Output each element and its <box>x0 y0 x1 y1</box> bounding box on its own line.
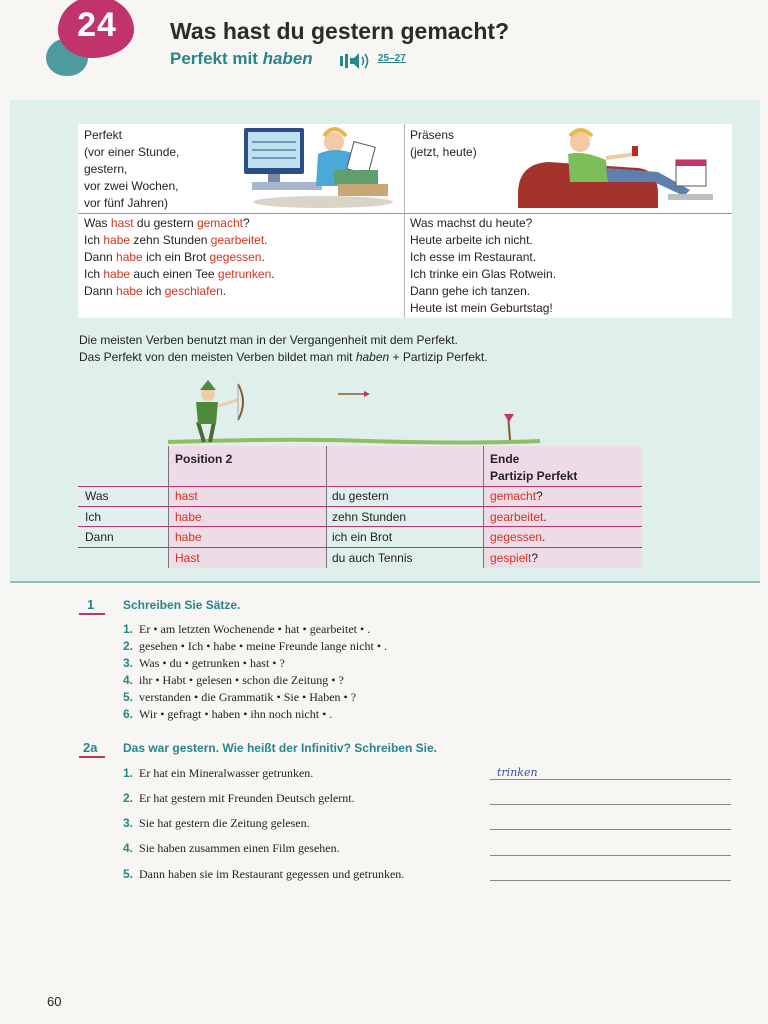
rule-emphasis: haben <box>355 350 390 364</box>
grammar-rule-line-2 <box>79 349 488 366</box>
office-worker-illustration <box>238 124 398 210</box>
table-cell-middle: du auch Tennis <box>332 551 413 565</box>
exercise-2a-text: Dann haben sie im Restaurant gegessen und getrunken. <box>139 867 405 881</box>
exercise-2a-heading: Das war gestern. Wie heißt der Infinitiv? Schreiben Sie. <box>123 741 437 755</box>
table-cell-verb: hast <box>175 489 198 503</box>
perfekt-example-line <box>84 283 275 300</box>
perfekt-time-1: (vor einer Stunde, <box>84 145 180 159</box>
praesens-example-line: Ich trinke ein Glas Rotwein. <box>410 267 557 281</box>
participle-word: gemacht <box>490 489 537 503</box>
answer-line <box>490 829 731 830</box>
highlighted-verb: hast <box>110 216 134 230</box>
exercise-2a-underline <box>79 756 105 758</box>
exercise-2a-item: 3. Sie hat gestern die Zeitung gelesen. <box>123 816 310 830</box>
rule-text-end: + Partizip Perfekt. <box>389 350 488 364</box>
rule-text: Das Perfekt von den meisten Verben bildet man mit <box>79 350 356 364</box>
table-cell-verb: Hast <box>175 551 200 565</box>
perfekt-time-2: gestern, <box>84 162 128 176</box>
exercise-1-text: Was • du • getrunken • hast • ? <box>139 656 285 670</box>
table-cell-middle: ich ein Brot <box>332 530 393 544</box>
table-cell-middle: zehn Stunden <box>332 510 407 524</box>
perfekt-praesens-table <box>78 124 732 318</box>
grammar-rule <box>79 332 488 366</box>
sentence-text: Ich <box>84 267 104 281</box>
sentence-text: du gestern <box>133 216 197 230</box>
sentence-text: Dann <box>84 284 117 298</box>
speaker-icon[interactable] <box>338 50 372 72</box>
perfekt-time-4: vor fünf Jahren) <box>84 196 169 210</box>
praesens-example-line: Dann gehe ich tanzen. <box>410 284 531 298</box>
exercise-1-text: Wir • gefragt • haben • ihn noch nicht • . <box>139 707 333 721</box>
table-cell-subject: Was <box>85 489 109 503</box>
praesens-examples <box>410 215 556 317</box>
page-title: Was hast du gestern gemacht? <box>170 18 510 44</box>
exercise-2a-text: Er hat gestern mit Freunden Deutsch gelernt. <box>139 791 355 805</box>
highlighted-verb: gegessen <box>209 250 262 264</box>
exercise-1-heading: Schreiben Sie Sätze. <box>123 598 241 612</box>
perfekt-example-line <box>84 215 275 232</box>
header-partizip-perfekt: Partizip Perfekt <box>490 469 578 483</box>
sentence-text: auch einen Tee <box>130 267 218 281</box>
sentence-text: Dann <box>84 250 117 264</box>
exercise-1-text: gesehen • Ich • habe • meine Freunde lange nicht • . <box>139 639 388 653</box>
audio-track-number[interactable]: 25–27 <box>378 53 406 64</box>
perfekt-label: Perfekt <box>84 128 123 142</box>
participle-word: gespielt <box>490 551 532 565</box>
table-column-divider <box>404 124 405 318</box>
exercise-1-item: 5. verstanden • die Grammatik • Sie • Haben • ? <box>123 690 357 704</box>
participle-word: gearbeitet <box>490 510 544 524</box>
table-cell-subject: Dann <box>85 530 114 544</box>
row-separator <box>78 547 642 548</box>
perfekt-example-line <box>84 249 275 266</box>
subtitle-emphasis: haben <box>262 49 313 68</box>
perfekt-heading <box>84 127 179 212</box>
praesens-time: (jetzt, heute) <box>410 145 477 159</box>
exercise-2a-text: Er hat ein Mineralwasser getrunken. <box>139 766 314 780</box>
lesson-number: 24 <box>77 6 117 44</box>
exercise-1-item: 2. gesehen • Ich • habe • meine Freunde lange nicht • . <box>123 639 388 653</box>
highlighted-verb: habe <box>116 250 143 264</box>
exercise-2a-item: 5. Dann haben sie im Restaurant gegessen und getrunken. <box>123 867 405 881</box>
sentence-text: Was <box>84 216 111 230</box>
perfekt-position-table <box>78 446 642 568</box>
participle-punct: ? <box>531 551 539 565</box>
exercise-1-underline <box>79 613 105 615</box>
sentence-text: zehn Stunden <box>130 233 211 247</box>
praesens-example-line: Heute ist mein Geburtstag! <box>410 301 553 315</box>
table-cell-verb: habe <box>175 510 202 524</box>
table-cell-verb: habe <box>175 530 202 544</box>
sentence-text: ? <box>242 216 250 230</box>
table-cell-middle: du gestern <box>332 489 389 503</box>
exercise-2a-item: 1. Er hat ein Mineralwasser getrunken. <box>123 766 314 780</box>
perfekt-example-line <box>84 266 275 283</box>
highlighted-verb: gemacht <box>196 216 243 230</box>
highlighted-verb: getrunken <box>217 267 272 281</box>
sentence-text: Ich <box>84 233 104 247</box>
highlighted-verb: geschlafen <box>164 284 223 298</box>
participle-punct: ? <box>536 489 543 503</box>
column-separator <box>483 446 484 568</box>
participle-punct: . <box>542 530 546 544</box>
answer-field[interactable]: trinken <box>497 766 538 779</box>
exercise-1-item: 4. ihr • Habt • gelesen • schon die Zeitung • ? <box>123 673 344 687</box>
exercise-1-text: Er • am letzten Wochenende • hat • gearbeitet • . <box>139 622 371 636</box>
table-cell-subject: Ich <box>85 510 102 524</box>
perfekt-example-line <box>84 232 275 249</box>
exercise-1-item: 3. Was • du • getrunken • hast • ? <box>123 656 285 670</box>
answer-line <box>490 779 731 780</box>
page-subtitle <box>170 49 313 69</box>
page-number: 60 <box>47 994 62 1009</box>
highlighted-verb: gearbeitet <box>210 233 265 247</box>
exercise-2a-text: Sie hat gestern die Zeitung gelesen. <box>139 816 310 830</box>
exercise-1-text: ihr • Habt • gelesen • schon die Zeitung • ? <box>139 673 344 687</box>
table-cell-participle <box>490 551 538 565</box>
grammar-rule-line-1: Die meisten Verben benutzt man in der Vergangenheit mit dem Perfekt. <box>79 333 458 347</box>
header-position-2: Position 2 <box>175 452 233 466</box>
exercise-2a-item: 2. Er hat gestern mit Freunden Deutsch gelernt. <box>123 791 355 805</box>
row-separator <box>78 486 642 487</box>
exercise-1-item: 6. Wir • gefragt • haben • ihn noch nicht • . <box>123 707 333 721</box>
exercise-2a-text: Sie haben zusammen einen Film gesehen. <box>139 841 340 855</box>
exercise-1-text: verstanden • die Grammatik • Sie • Haben • ? <box>139 690 357 704</box>
answer-line <box>490 880 731 881</box>
row-separator <box>78 506 642 507</box>
table-cell-participle <box>490 489 543 503</box>
subtitle-text: Perfekt mit <box>170 49 263 68</box>
perfekt-time-3: vor zwei Wochen, <box>84 179 179 193</box>
highlighted-verb: habe <box>103 267 131 281</box>
table-cell-participle <box>490 510 547 524</box>
praesens-example-line: Was machst du heute? <box>410 216 533 230</box>
perfekt-examples <box>84 215 275 300</box>
table-row-divider <box>78 213 732 214</box>
panel-divider <box>10 581 760 583</box>
sentence-text: ich <box>142 284 165 298</box>
column-separator <box>168 446 169 568</box>
exercise-2a-number: 2a <box>83 740 98 755</box>
sentence-text: . <box>261 250 265 264</box>
praesens-example-line: Ich esse im Restaurant. <box>410 250 537 264</box>
highlighted-verb: habe <box>103 233 131 247</box>
praesens-label: Präsens <box>410 128 455 142</box>
praesens-example-line: Heute arbeite ich nicht. <box>410 233 533 247</box>
participle-word: gegessen <box>490 530 543 544</box>
praesens-heading <box>410 127 477 161</box>
sentence-text: . <box>271 267 275 281</box>
exercise-1-number: 1 <box>87 597 95 612</box>
column-separator <box>326 446 327 568</box>
exercise-1-item: 1. Er • am letzten Wochenende • hat • gearbeitet • . <box>123 622 371 636</box>
answer-line <box>490 855 731 856</box>
row-separator <box>78 526 642 527</box>
archer-illustration <box>168 378 540 446</box>
exercise-2a-item: 4. Sie haben zusammen einen Film gesehen. <box>123 841 340 855</box>
relaxing-man-illustration <box>508 124 728 212</box>
sentence-text: ich ein Brot <box>142 250 210 264</box>
participle-punct: . <box>543 510 547 524</box>
table-cell-participle <box>490 530 545 544</box>
answer-line <box>490 804 731 805</box>
sentence-text: . <box>264 233 268 247</box>
highlighted-verb: habe <box>116 284 143 298</box>
header-ende: Ende <box>490 452 520 466</box>
sentence-text: . <box>222 284 227 298</box>
